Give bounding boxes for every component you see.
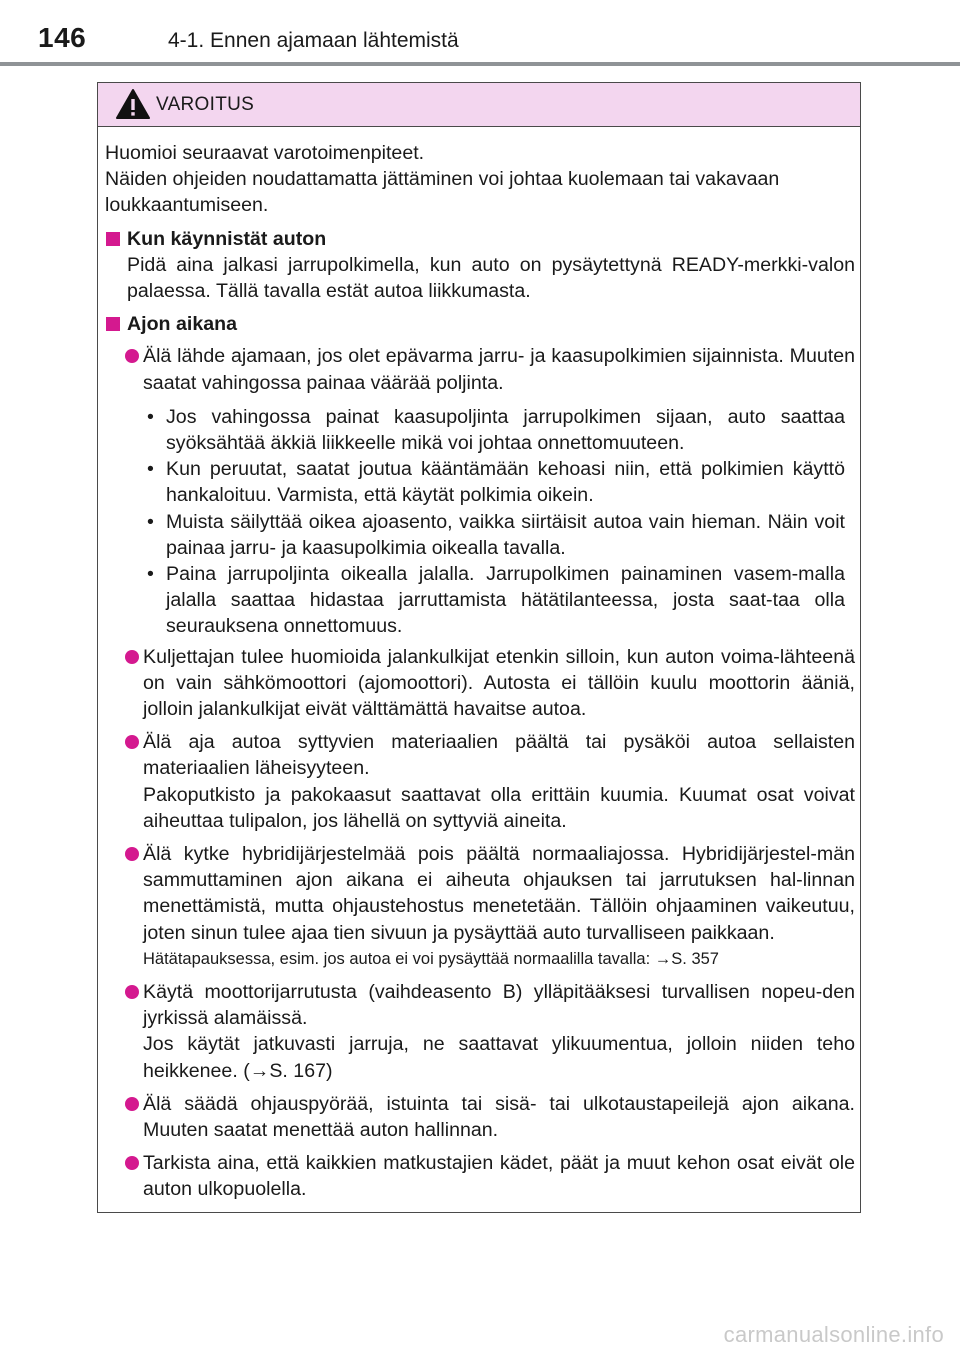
list-item-text: Käytä moottorijarrutusta (vaihdeasento B) ylläpitääksesi turvallisen nopeu-den jyrkissä alamäissä.	[143, 980, 855, 1030]
warning-intro: Huomioi seuraavat varotoimenpiteet.	[105, 142, 425, 164]
sub-list-item	[105, 561, 855, 640]
section-heading-text: Kun käynnistät auton	[127, 227, 327, 250]
sub-list-item-text: Paina jarrupoljinta oikealla jalalla. Jarrupolkimen painaminen vasem-malla jalalla saattaa hidastaa jarruttamista hätätilanteessa, josta saat-taa olla seurauksena onnettomuus.	[166, 563, 845, 638]
sub-list-item	[105, 404, 855, 456]
circle-bullet-icon	[125, 735, 139, 749]
list-item	[105, 979, 855, 1084]
warning-intro-consequence: Näiden ohjeiden noudattamatta jättäminen voi johtaa kuolemaan tai vakavaan loukkaantumiseen.	[105, 168, 780, 217]
list-item-text: Älä lähde ajamaan, jos olet epävarma jarru- ja kaasupolkimien sijainnista. Muuten saatat vahingossa painaa väärää poljinta.	[143, 345, 855, 394]
list-item	[105, 1150, 855, 1202]
section-heading-text: Ajon aikana	[127, 313, 237, 336]
circle-bullet-icon	[125, 985, 139, 999]
section-driving	[105, 311, 855, 1202]
list-item-text-continued: Jos käytät jatkuvasti jarruja, ne saattavat ylikuumentua, jolloin niiden teho heikkenee. (→S. 167)	[143, 1033, 855, 1082]
warning-triangle-icon	[115, 88, 151, 120]
warning-box	[97, 82, 861, 1213]
section-heading	[105, 226, 855, 252]
warning-header	[98, 83, 860, 127]
sub-bullet-icon: •	[147, 458, 154, 481]
list-item	[105, 729, 855, 834]
sub-bullet-icon: •	[147, 510, 154, 533]
reference-note: Hätätapauksessa, esim. jos autoa ei voi pysäyttää normaalilla tavalla: →S. 357	[143, 949, 719, 968]
list-item	[105, 841, 855, 972]
list-item	[105, 644, 855, 723]
warning-title: VAROITUS	[156, 94, 255, 115]
square-bullet-icon	[106, 317, 120, 331]
section-starting	[105, 226, 855, 305]
watermark: carmanualsonline.info	[723, 1322, 944, 1347]
page-header	[0, 0, 960, 64]
page-number: 146	[38, 22, 87, 53]
sub-list-item	[105, 509, 855, 561]
sub-bullet-icon: •	[147, 563, 154, 586]
section-heading	[105, 311, 855, 337]
circle-bullet-icon	[125, 650, 139, 664]
section-text: Pidä aina jalkasi jarrupolkimella, kun auto on pysäytettynä READY-merkki-valon palaessa. Tällä tavalla estät autoa liikkumasta.	[127, 253, 855, 303]
sub-list-item-text: Jos vahingossa painat kaasupoljinta jarrupolkimen sijaan, auto saattaa syöksähtää äkkiä liikkeelle mikä voi johtaa onnettomuuteen.	[166, 405, 845, 455]
circle-bullet-icon	[125, 847, 139, 861]
list-item-text: Älä kytke hybridijärjestelmää pois päältä normaaliajossa. Hybridijärjestel-män sammuttaminen ajon aikana ei aiheuta ohjauksen tai jarrutuksen hal-linnan menettämistä, mutta ohjaustehostus menetetään. Tällöin ohjaaminen vaikeutuu, joten sinun tulee ajaa tien sivuun ja pysäyttää auto turvalliseen paikkaan.	[143, 843, 855, 944]
sub-list	[105, 404, 855, 640]
list-item-text-continued: Pakoputkisto ja pakokaasut saattavat olla erittäin kuumia. Kuumat osat voivat aiheuttaa tulipalon, jos lähellä on syttyviä aineita.	[143, 783, 855, 832]
sub-bullet-icon: •	[147, 405, 154, 428]
list-item	[105, 1091, 855, 1143]
square-bullet-icon	[106, 232, 120, 246]
section-title: 4-1. Ennen ajamaan lähtemistä	[168, 29, 459, 52]
list-item-text: Kuljettajan tulee huomioida jalankulkijat etenkin silloin, kun auton voima-lähteenä on vain sähkömoottori (ajomoottori). Autosta ei tällöin kuulu moottorin ääniä, jolloin jalankulkijat eivät välttämättä havaitse autoa.	[143, 645, 855, 721]
list-item-text: Älä aja autoa syttyvien materiaalien päältä tai pysäköi autoa sellaisten materiaalien läheisyyteen.	[143, 731, 855, 780]
list-item	[105, 343, 855, 639]
warning-body	[105, 140, 855, 1203]
circle-bullet-icon	[125, 349, 139, 363]
sub-list-item	[105, 456, 855, 508]
header-divider	[0, 62, 960, 66]
sub-list-item-text: Kun peruutat, saatat joutua kääntämään kehoasi niin, että polkimien käyttö hankaloituu. Varmista, että käytät polkimia oikein.	[166, 458, 845, 507]
list-item-text: Tarkista aina, että kaikkien matkustajien kädet, päät ja muut kehon osat eivät ole auton ulkopuolella.	[143, 1152, 855, 1201]
sub-list-item-text: Muista säilyttää oikea ajoasento, vaikka siirtäisit autoa vain hieman. Näin voit painaa jarru- ja kaasupolkimia oikealla tavalla.	[166, 510, 845, 559]
circle-bullet-icon	[125, 1156, 139, 1170]
list-item-text: Älä säädä ohjauspyörää, istuinta tai sisä- tai ulkotaustapeilejä ajon aikana. Muuten saatat menettää auton hallinnan.	[143, 1092, 855, 1141]
circle-bullet-icon	[125, 1097, 139, 1111]
